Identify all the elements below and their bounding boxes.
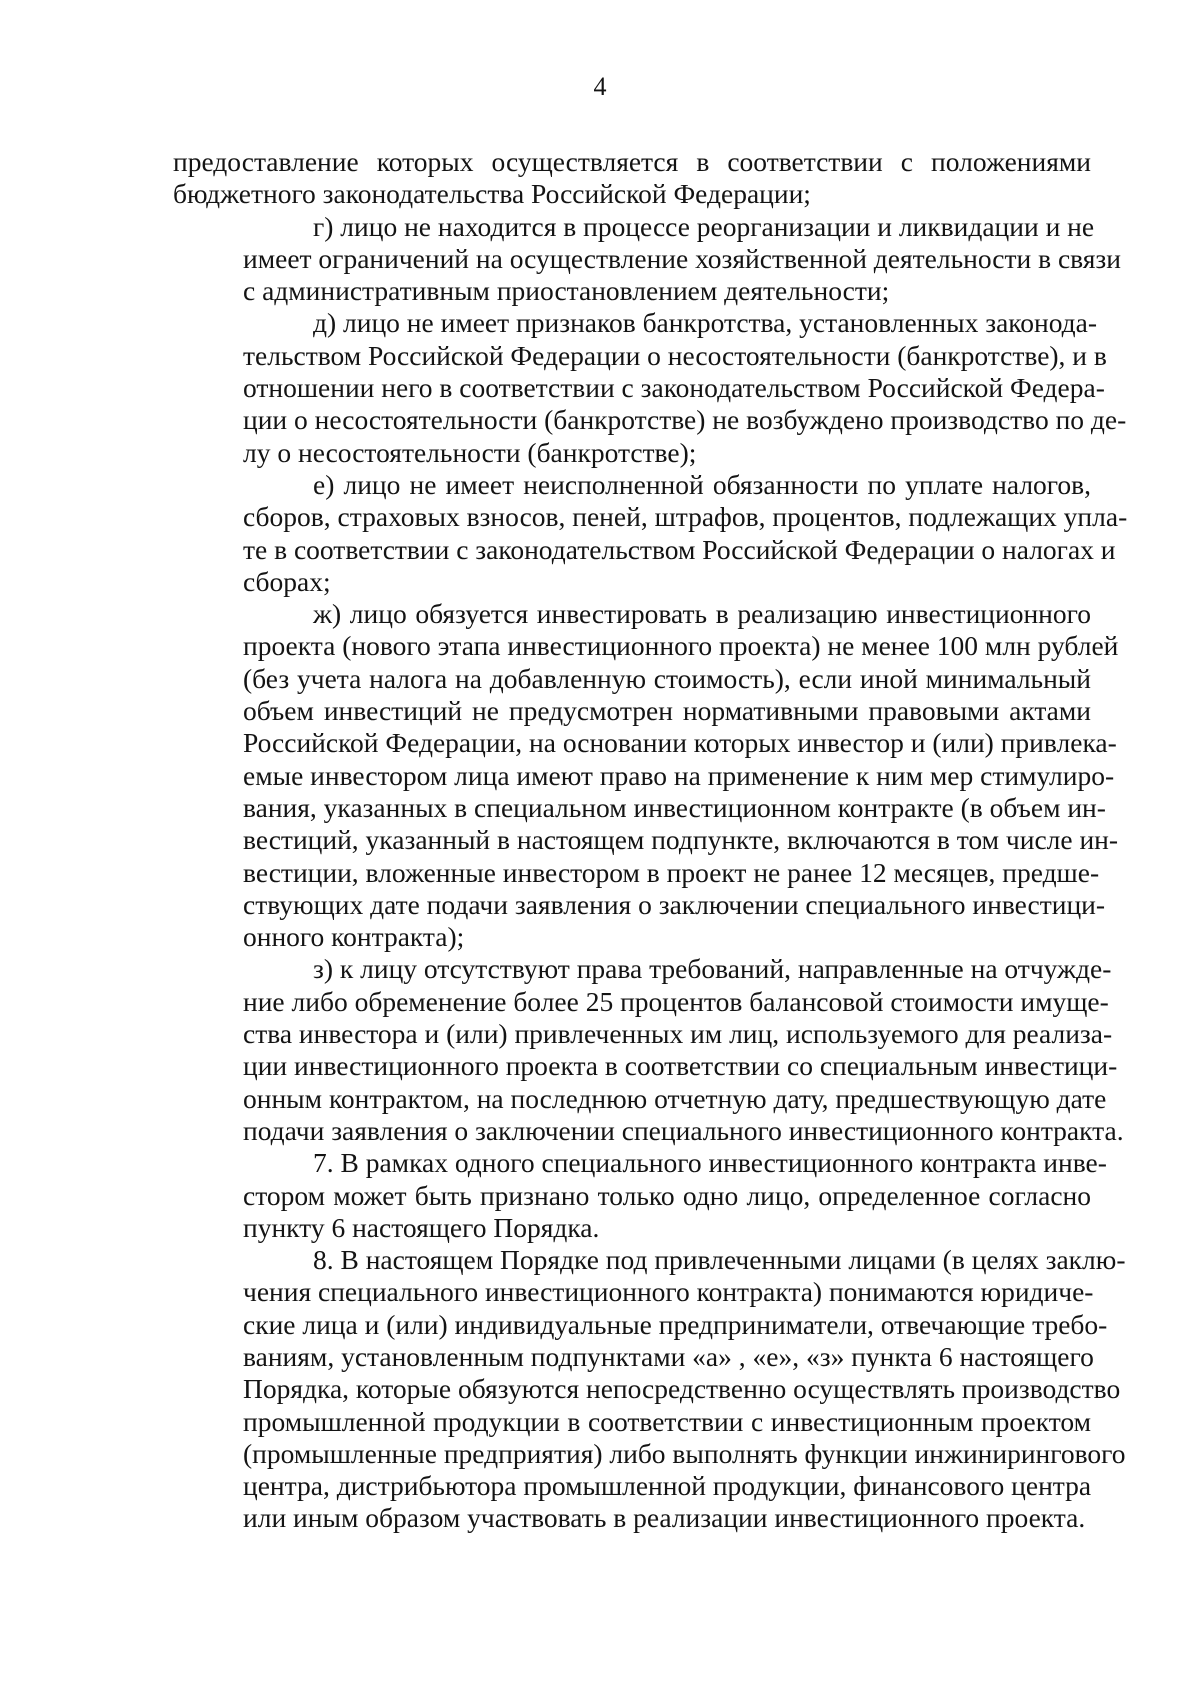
paragraph-point-8 [173, 1244, 1126, 1535]
text-line: объем инвестиций не предусмотрен нормативными правовыми актами [243, 695, 1091, 727]
text-line: стором может быть признано только одно лицо, определенное согласно [243, 1179, 1091, 1211]
text-line: пункту 6 настоящего Порядка. [243, 1211, 600, 1243]
text-line: проекта (нового этапа инвестиционного проекта) не менее 100 млн рублей [243, 630, 1119, 662]
paragraph-item-e [173, 468, 1128, 598]
text-line: д) лицо не имеет признаков банкротства, установленных законода- [313, 307, 1098, 339]
text-line: отношении него в соответствии с законодательством Российской Федера- [243, 372, 1105, 404]
paragraph-item-d [173, 307, 1127, 468]
text-line: г) лицо не находится в процессе реорганизации и ликвидации и не [313, 210, 1095, 242]
text-line: вания, указанных в специальном инвестиционном контракте (в объем ин- [243, 791, 1106, 823]
text-line: лу о несостоятельности (банкротстве); [243, 436, 697, 468]
text-line: Российской Федерации, на основании которых инвестор и (или) привлека- [243, 727, 1117, 759]
text-line: имеет ограничений на осуществление хозяйственной деятельности в связи [243, 242, 1122, 274]
text-line: тельством Российской Федерации о несостоятельности (банкротстве), и в [243, 339, 1107, 371]
document-body [173, 146, 1128, 1535]
text-line: предоставление которых осуществляется в соответствии с положениями [173, 146, 1091, 177]
text-line: ские лица и (или) индивидуальные предприниматели, отвечающие требо- [243, 1308, 1108, 1340]
page-number: 4 [593, 72, 607, 101]
text-line: Порядка, которые обязуются непосредственно осуществлять производство [243, 1373, 1121, 1405]
paragraph-item-g [173, 210, 1122, 308]
text-line: вестиции, вложенные инвестором в проект не ранее 12 месяцев, предше- [243, 856, 1100, 888]
paragraph-item-zh [173, 598, 1119, 953]
text-line: ства инвестора и (или) привлеченных им лиц, используемого для реализа- [243, 1018, 1113, 1050]
text-line: 7. В рамках одного специального инвестиционного контракта инве- [313, 1147, 1107, 1179]
text-line: ваниям, установленным подпунктами «а» , «е», «з» пункта 6 настоящего [243, 1340, 1094, 1372]
text-line: (промышленные предприятия) либо выполнять функции инжинирингового [243, 1437, 1126, 1469]
text-line: центра, дистрибьютора промышленной продукции, финансового центра [243, 1470, 1092, 1502]
text-line: 8. В настоящем Порядке под привлеченными лицами (в целях заклю- [313, 1244, 1126, 1276]
text-line: з) к лицу отсутствуют права требований, направленные на отчужде- [313, 953, 1112, 985]
text-line: вестиций, указанный в настоящем подпункте, включаются в том числе ин- [243, 824, 1119, 856]
text-line: онного контракта); [243, 921, 465, 953]
text-line: промышленной продукции в соответствии с инвестиционным проектом [243, 1405, 1091, 1437]
text-line: сборов, страховых взносов, пеней, штрафов, процентов, подлежащих упла- [243, 501, 1128, 533]
text-line: бюджетного законодательства Российской Федерации; [173, 178, 811, 210]
text-line: или иным образом участвовать в реализации инвестиционного проекта. [243, 1502, 1086, 1534]
text-line: емые инвестором лица имеют право на применение к ним мер стимулиро- [243, 759, 1115, 791]
text-line: онным контрактом, на последнюю отчетную дату, предшествующую дате [243, 1082, 1107, 1114]
paragraph-continuation [173, 146, 1091, 211]
text-line: чения специального инвестиционного контракта) понимаются юридиче- [243, 1276, 1094, 1308]
paragraph-point-7 [173, 1147, 1107, 1244]
text-line: ствующих дате подачи заявления о заключении специального инвестици- [243, 888, 1106, 920]
text-line: е) лицо не имеет неисполненной обязанности по уплате налогов, [313, 468, 1091, 500]
text-line: с административным приостановлением деятельности; [243, 275, 890, 307]
text-line: подачи заявления о заключении специального инвестиционного контракта. [243, 1114, 1124, 1146]
text-line: сборах; [243, 565, 331, 597]
text-line: (без учета налога на добавленную стоимость), если иной минимальный [243, 662, 1091, 694]
paragraph-item-z [173, 953, 1124, 1147]
text-line: ж) лицо обязуется инвестировать в реализацию инвестиционного [313, 598, 1091, 630]
text-line: ции о несостоятельности (банкротстве) не возбуждено производство по де- [243, 404, 1127, 436]
text-line: ции инвестиционного проекта в соответствии со специальным инвестици- [243, 1050, 1118, 1082]
text-line: те в соответствии с законодательством Российской Федерации о налогах и [243, 533, 1116, 565]
text-line: ние либо обременение более 25 процентов балансовой стоимости имуще- [243, 985, 1109, 1017]
